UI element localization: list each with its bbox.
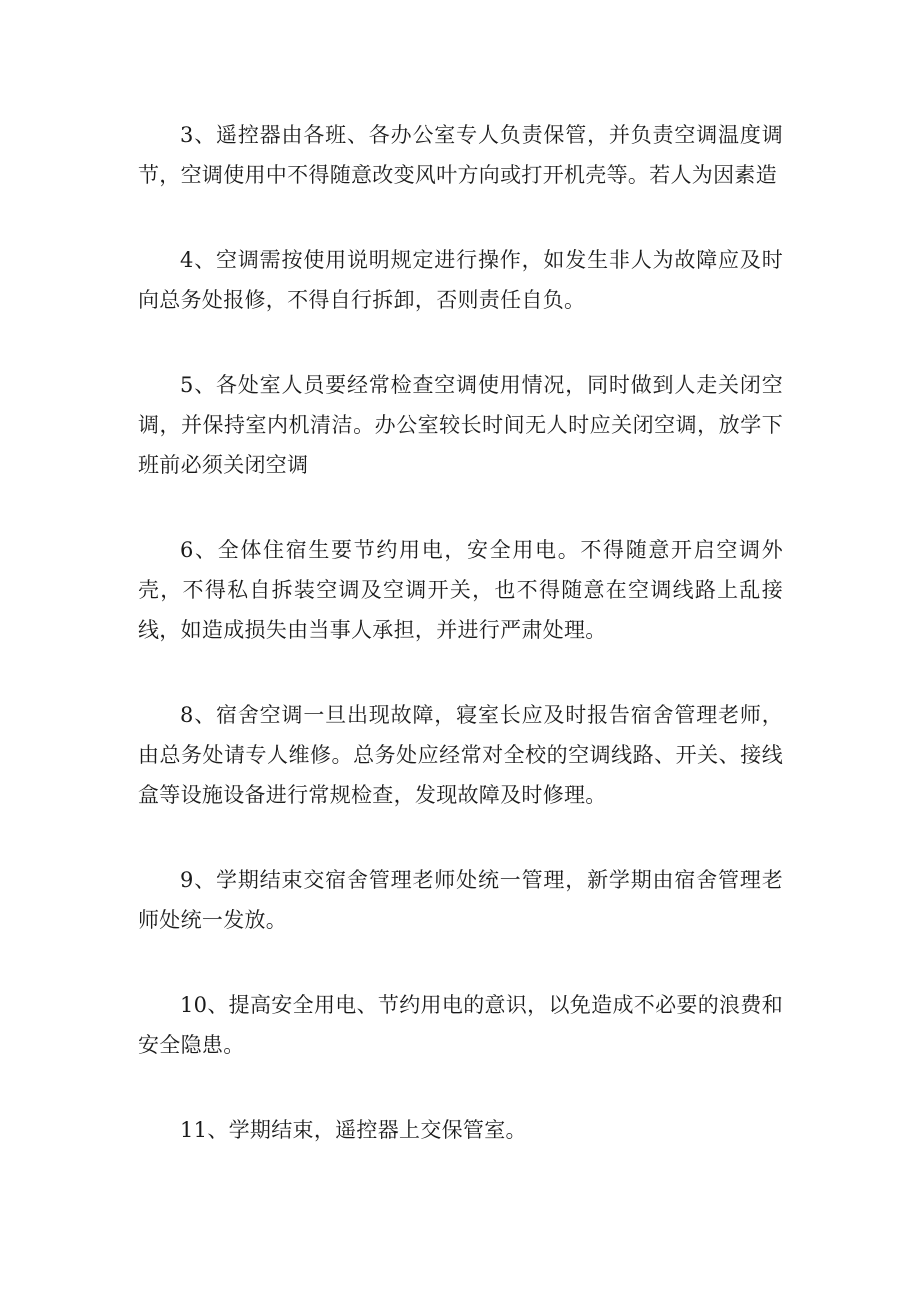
paragraph-item-4: 4、空调需按使用说明规定进行操作，如发生非人为故障应及时向总务处报修，不得自行拆卸，否则责任自负。: [138, 248, 783, 312]
paragraph-item-5: 5、各处室人员要经常检查空调使用情况，同时做到人走关闭空调，并保持室内机清洁。办公室较长时间无人时应关闭空调，放学下班前必须关闭空调: [138, 373, 783, 477]
document-body: [138, 115, 783, 1195]
paragraph-item-6: 6、全体住宿生要节约用电，安全用电。不得随意开启空调外壳，不得私自拆装空调及空调开关，也不得随意在空调线路上乱接线，如造成损失由当事人承担，并进行严肃处理。: [138, 538, 783, 642]
paragraph-item-9: 9、学期结束交宿舍管理老师处统一管理，新学期由宿舍管理老师处统一发放。: [138, 868, 783, 932]
paragraph-item-3: 3、遥控器由各班、各办公室专人负责保管，并负责空调温度调节，空调使用中不得随意改变风叶方向或打开机壳等。若人为因素造: [138, 123, 783, 187]
paragraph-item-10: 10、提高安全用电、节约用电的意识，以免造成不必要的浪费和安全隐患。: [138, 993, 783, 1057]
paragraph-item-11: 11、学期结束，遥控器上交保管室。: [180, 1118, 527, 1142]
paragraph-item-8: 8、宿舍空调一旦出现故障，寝室长应及时报告宿舍管理老师，由总务处请专人维修。总务处应经常对全校的空调线路、开关、接线盒等设施设备进行常规检查，发现故障及时修理。: [138, 703, 783, 807]
